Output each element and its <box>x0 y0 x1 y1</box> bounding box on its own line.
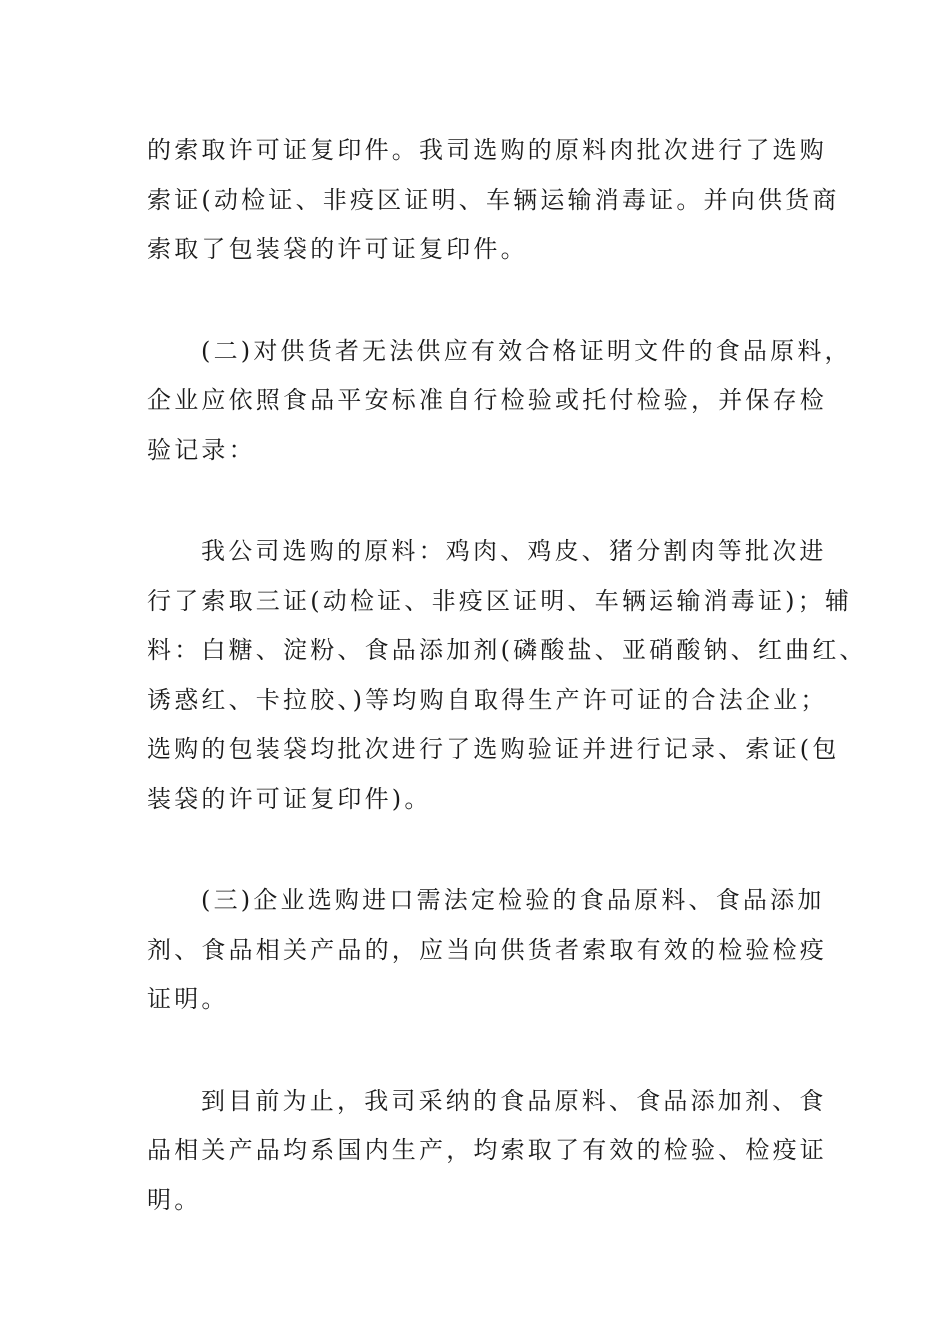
text-line: 索取了包装袋的许可证复印件。 <box>147 235 528 263</box>
text-line: 品相关产品均系国内生产，均索取了有效的检验、检疫证 <box>147 1136 827 1164</box>
text-line: 明。 <box>147 1185 202 1214</box>
text-line: 料：白糖、淀粉、食品添加剂(磷酸盐、亚硝酸钠、红曲红、 <box>147 636 867 664</box>
text-line: 到目前为止，我司采纳的食品原料、食品添加剂、食 <box>201 1086 827 1115</box>
paragraph-conclusion <box>147 1077 837 1226</box>
text-line: 剂、食品相关产品的，应当向供货者索取有效的检验检疫 <box>147 935 827 964</box>
text-line: 诱惑红、卡拉胶、)等均购自取得生产许可证的合法企业； <box>147 685 828 714</box>
text-line: (二)对供货者无法供应有效合格证明文件的食品原料， <box>201 336 852 365</box>
text-line: 行了索取三证(动检证、非疫区证明、车辆运输消毒证)；辅 <box>147 586 853 615</box>
text-line: 我公司选购的原料：鸡肉、鸡皮、猪分割肉等批次进 <box>201 537 827 565</box>
text-line: 证明。 <box>147 985 229 1013</box>
paragraph-continuation <box>147 126 840 275</box>
text-line: 企业应依照食品平安标准自行检验或托付检验，并保存检 <box>147 386 827 414</box>
text-line: 验记录： <box>147 435 256 464</box>
text-line: 的索取许可证复印件。我司选购的原料肉批次进行了选购 <box>147 136 827 164</box>
text-line: (三)企业选购进口需法定检验的食品原料、食品添加 <box>201 886 825 914</box>
text-line: 装袋的许可证复印件)。 <box>147 784 432 813</box>
document-page <box>147 126 867 1225</box>
paragraph-purchased-materials <box>147 527 867 824</box>
text-line: 选购的包装袋均批次进行了选购验证并进行记录、索证(包 <box>147 735 840 763</box>
paragraph-section-three <box>147 876 837 1025</box>
text-line: 索证(动检证、非疫区证明、车辆运输消毒证。并向供货商 <box>147 185 840 214</box>
paragraph-section-two <box>147 327 852 476</box>
